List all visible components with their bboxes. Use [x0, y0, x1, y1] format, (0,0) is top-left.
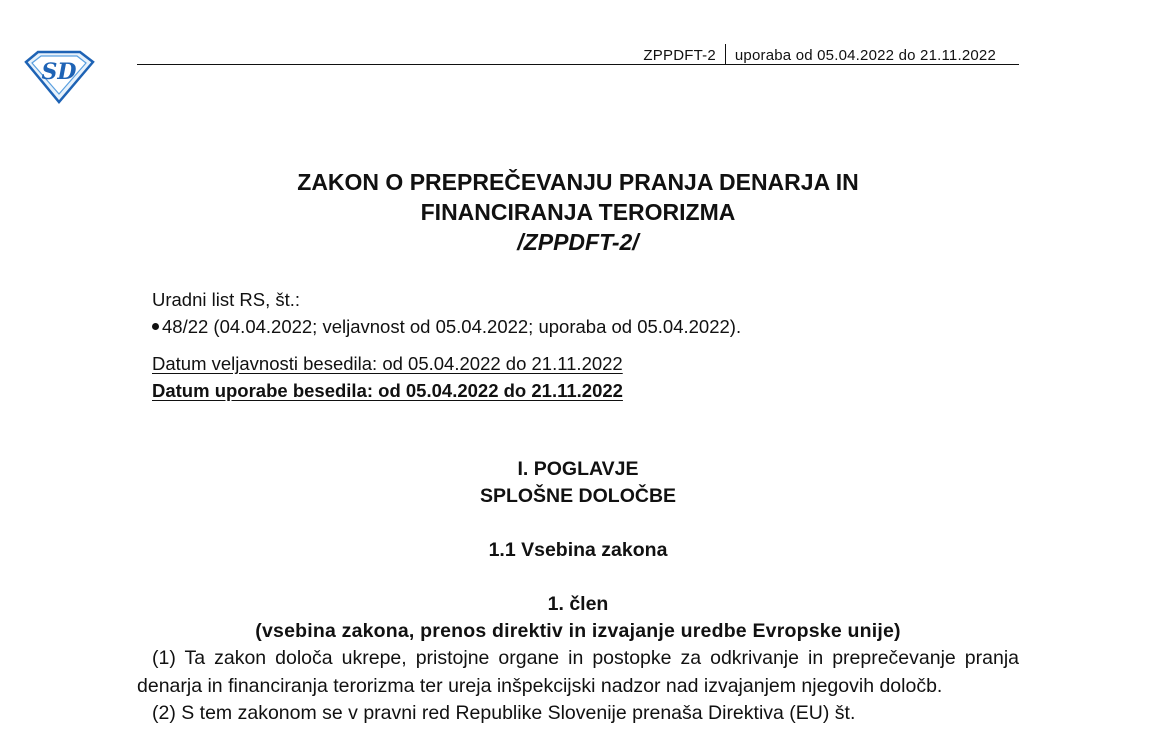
chapter-number: I. POGLAVJE — [517, 458, 639, 480]
chapter-title: SPLOŠNE DOLOČBE — [479, 485, 677, 507]
document-title — [137, 167, 1019, 257]
gazette-entry-text: 48/22 (04.04.2022; veljavnost od 05.04.2022; uporaba od 05.04.2022). — [162, 316, 742, 337]
gazette-label: Uradni list RS, št.: — [152, 289, 301, 310]
header-rule — [137, 64, 1019, 65]
chapter-heading — [137, 456, 1019, 510]
sd-logo-icon — [22, 48, 96, 104]
text-dates — [152, 350, 623, 404]
title-line-2: FINANCIRANJA TERORIZMA — [420, 199, 736, 225]
usage-date: Datum uporabe besedila: od 05.04.2022 do 21.11.2022 — [152, 380, 623, 401]
paragraph-2: (2) S tem zakonom se v pravni red Republike Slovenije prenaša Direktiva (EU) št. — [152, 702, 856, 724]
title-abbreviation: /ZPPDFT-2/ — [517, 229, 639, 255]
bullet-icon — [152, 323, 159, 330]
article-heading — [137, 591, 1019, 645]
svg-text:SD: SD — [41, 59, 77, 85]
section-heading: 1.1 Vsebina zakona — [488, 539, 668, 561]
usage-period: uporaba od 05.04.2022 do 21.11.2022 — [734, 47, 996, 64]
validity-date: Datum veljavnosti besedila: od 05.04.2022 do 21.11.2022 — [152, 353, 623, 374]
gazette-entry — [152, 313, 741, 340]
paragraph-1: (1) Ta zakon določa ukrepe, pristojne organe in postopke za odkrivanje in preprečevanje pranja denarja in financiranja terorizma ter ureja inšpekcijski nadzor nad izvajanjem njegovih določb. — [137, 647, 1019, 697]
doc-code: ZPPDFT-2 — [643, 47, 716, 64]
official-gazette — [152, 286, 741, 340]
article-number: 1. člen — [547, 593, 609, 615]
running-header — [420, 44, 996, 64]
article-body — [137, 645, 1019, 728]
article-title: (vsebina zakona, prenos direktiv in izvajanje uredbe Evropske unije) — [255, 620, 901, 642]
header-separator — [725, 44, 726, 64]
title-line-1: ZAKON O PREPREČEVANJU PRANJA DENARJA IN — [297, 169, 859, 195]
